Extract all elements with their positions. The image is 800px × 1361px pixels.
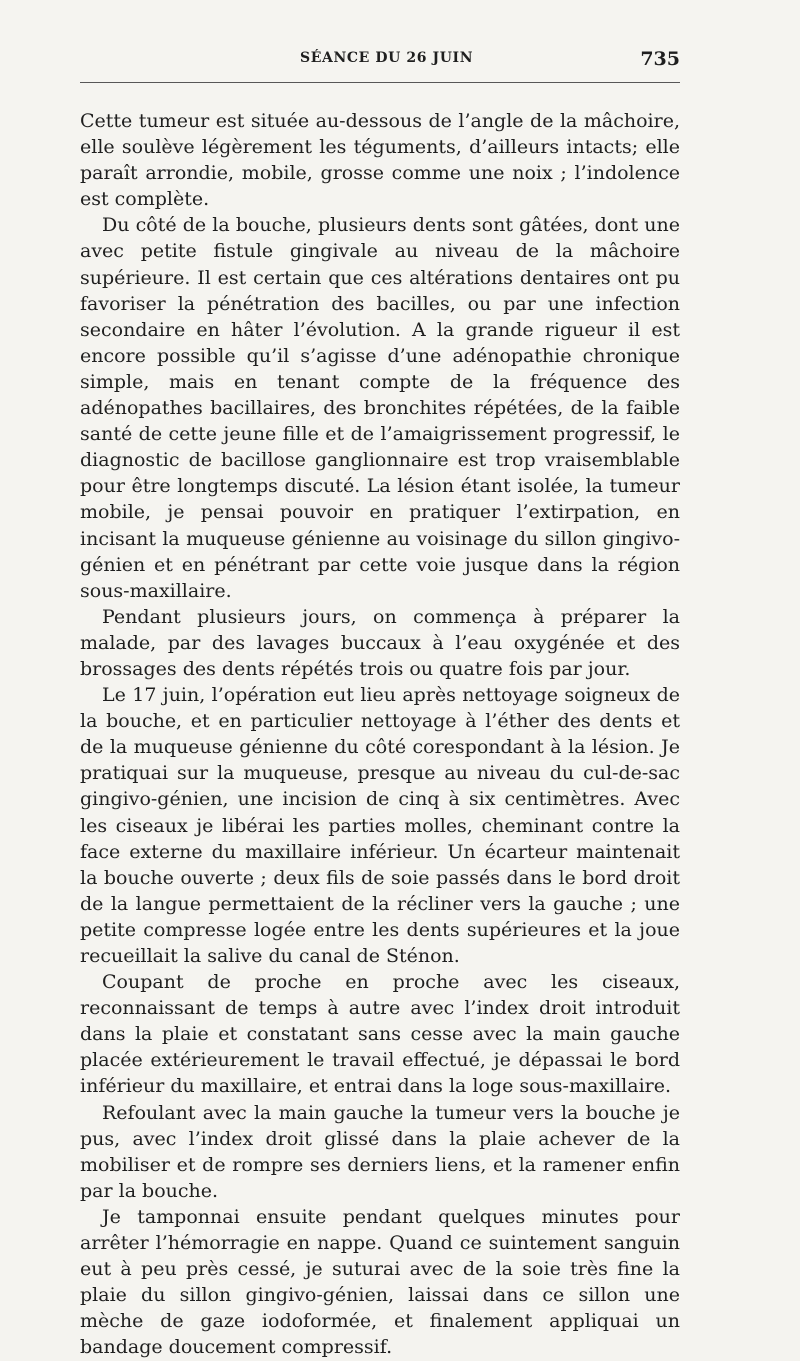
running-header — [80, 48, 680, 78]
header-title: SÉANCE DU 26 JUIN — [300, 50, 474, 66]
paragraph-6: Refoulant avec la main gauche la tumeur vers la bouche je pus, avec l’index droit glissé dans la plaie achever de la mobiliser et de rompre ses derniers liens, et la ramener enfin par la bouche. — [80, 1101, 680, 1202]
body-text — [80, 108, 680, 1361]
header-divider — [80, 82, 680, 83]
paragraph-3: Pendant plusieurs jours, on commença à préparer la malade, par des lavages buccaux à l’eau oxygénée et des brossages des dents répétés trois ou quatre fois par jour. — [80, 605, 680, 680]
paragraph-4: Le 17 juin, l’opération eut lieu après nettoyage soigneux de la bouche, et en particulier nettoyage à l’éther des dents et de la muqueuse génienne du côté corespondant à la lésion. Je pratiquai sur la muqueuse, presque au niveau du cul-de-sac gingivo-génien, une incision de cinq à six centimètres. Avec les ciseaux je libérai les parties molles, cheminant contre la face externe du maxillaire inférieur. Un écarteur maintenait la bouche ouverte ; deux fils de soie passés dans le bord droit de la langue permettaient de la récliner vers la gauche ; une petite compresse logée entre les dents supérieures et la joue recueillait la salive du canal de Sténon. — [80, 684, 680, 967]
paragraph-1: Cette tumeur est située au-dessous de l’angle de la mâchoire, elle soulève légèrement les téguments, d’ailleurs intacts; elle paraît arrondie, mobile, grosse comme une noix ; l’indolence est complète. — [80, 110, 680, 211]
paragraph-2: Du côté de la bouche, plusieurs dents sont gâtées, dont une avec petite fistule gingivale au niveau de la mâchoire supérieure. Il est certain que ces altérations dentaires ont pu favoriser la pénétration des bacilles, ou par une infection secondaire en hâter l’évolution. A la grande rigueur il est encore possible qu’il s’agisse d’une adénopathie chronique simple, mais en tenant compte de la fréquence des adénopathes bacillaires, des bronchites répétées, de la faible santé de cette jeune fille et de l’amaigrissement progressif, le diagnostic de bacillose ganglionnaire est trop vraisemblable pour être longtemps discuté. La lésion étant isolée, la tumeur mobile, je pensai pouvoir en pratiquer l’extirpation, en incisant la muqueuse génienne au voisinage du sillon gingivo-génien et en pénétrant par cette voie jusque dans la région sous-maxillaire. — [80, 214, 680, 602]
page-number: 735 — [640, 48, 680, 70]
paragraph-5: Coupant de proche en proche avec les ciseaux, reconnaissant de temps à autre avec l’index droit introduit dans la plaie et constatant sans cesse avec la main gauche placée extérieurement le travail effectué, je dépassai le bord inférieur du maxillaire, et entrai dans la loge sous-maxillaire. — [80, 971, 680, 1098]
paragraph-7: Je tamponnai ensuite pendant quelques minutes pour arrêter l’hémorragie en nappe. Quand ce suintement sanguin eut à peu près cessé, je suturai avec de la soie très fine la plaie du sillon gingivo-génien, laissai dans ce sillon une mèche de gaze iodoformée, et finalement appliquai un bandage doucement compressif. — [80, 1205, 680, 1359]
